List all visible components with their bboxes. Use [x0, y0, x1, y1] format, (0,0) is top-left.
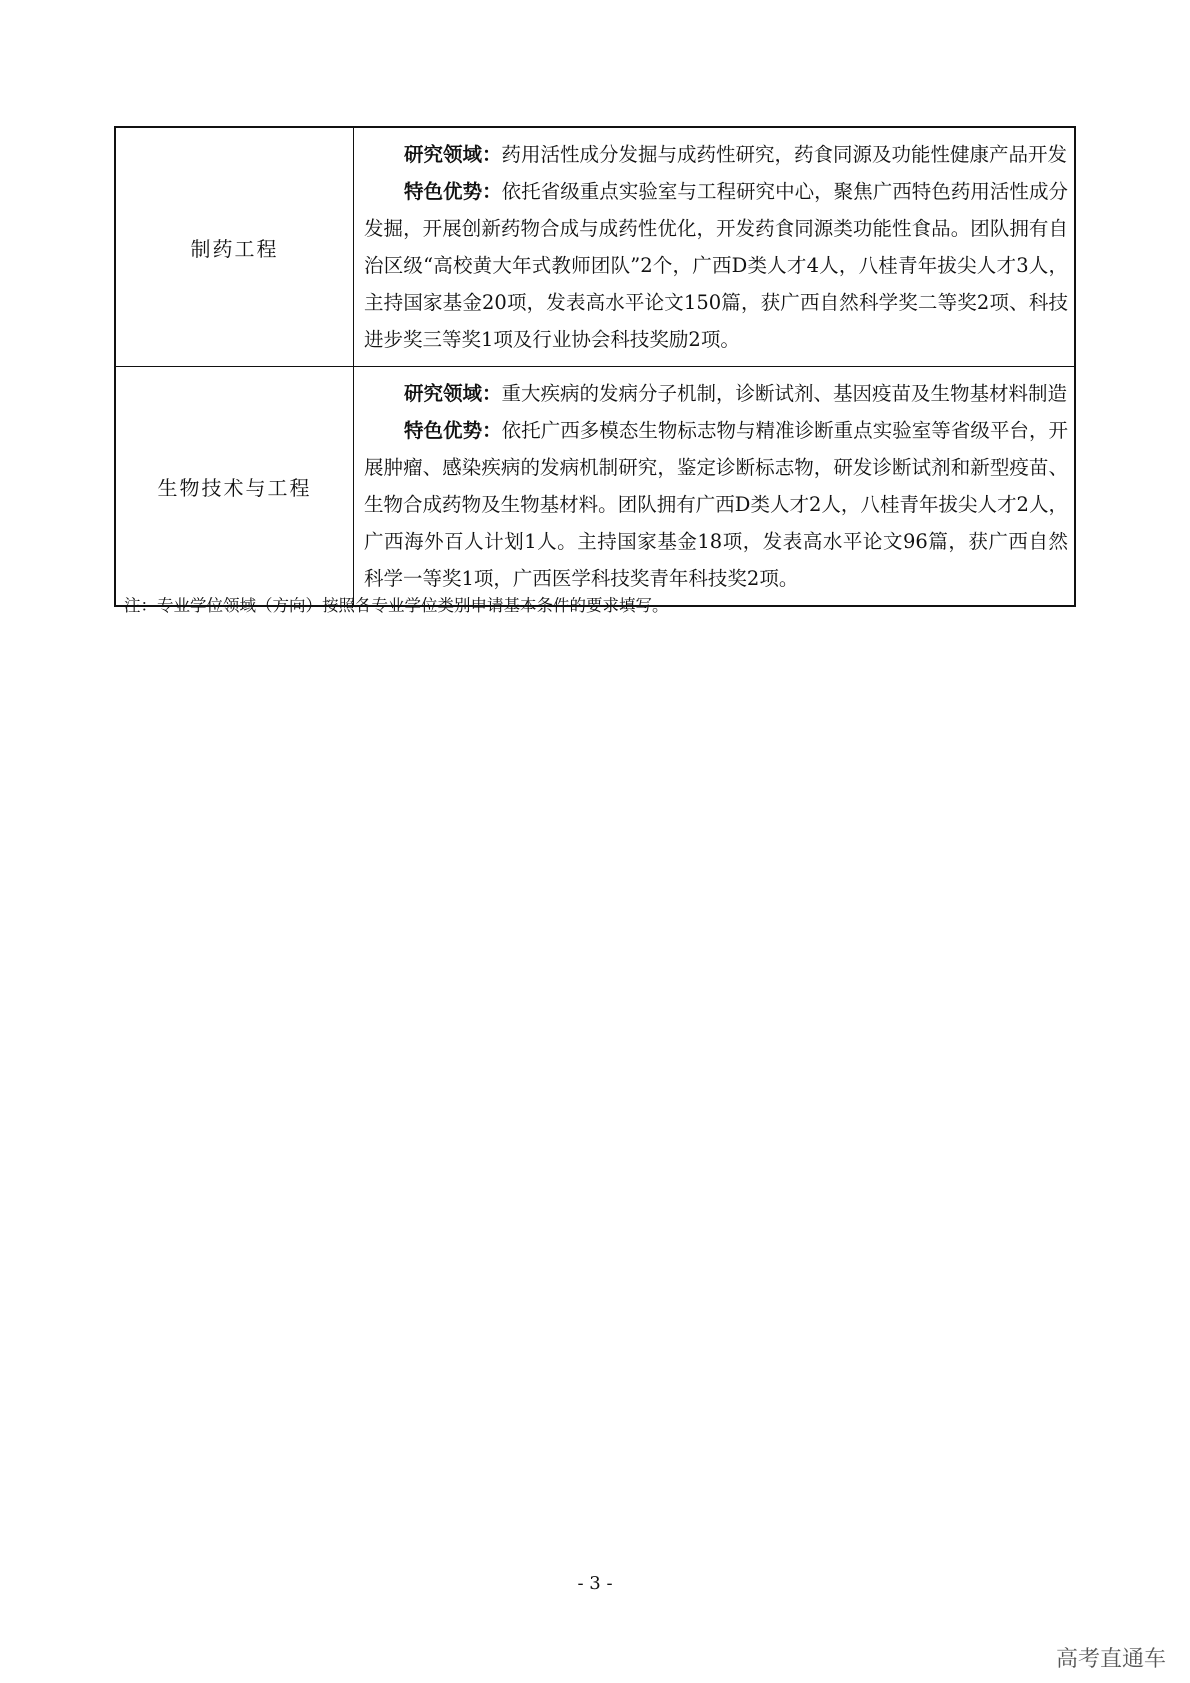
- advantage-paragraph: [364, 412, 1068, 597]
- field-name-cell: 制药工程: [115, 127, 354, 367]
- table-row: [115, 127, 1075, 367]
- advantage-paragraph: [364, 173, 1068, 358]
- table-row: [115, 367, 1075, 607]
- research-text: 重大疾病的发病分子机制，诊断试剂、基因疫苗及生物基材料制造: [501, 382, 1068, 405]
- research-paragraph: [364, 136, 1068, 173]
- page-number: - 3 -: [577, 1573, 613, 1594]
- watermark: 高考直通车: [1055, 1647, 1166, 1672]
- advantage-text: 依托省级重点实验室与工程研究中心，聚焦广西特色药用活性成分发掘，开展创新药物合成与成药性优化，开发药食同源类功能性食品。团队拥有自治区级“高校黄大年式教师团队”2个，广西D类人才4人，八桂青年拔尖人才3人，主持国家基金20项，发表高水平论文150篇，获广西自然科学奖二等奖2项、科技进步奖三等奖1项及行业协会科技奖励2项。: [364, 180, 1068, 351]
- advantage-label: 特色优势：: [404, 419, 502, 442]
- discipline-table: [114, 126, 1076, 607]
- field-name-cell: 生物技术与工程: [115, 367, 354, 607]
- advantage-text: 依托广西多模态生物标志物与精准诊断重点实验室等省级平台，开展肿瘤、感染疾病的发病机制研究，鉴定诊断标志物，研发诊断试剂和新型疫苗、生物合成药物及生物基材料。团队拥有广西D类人才2人，八桂青年拔尖人才2人，广西海外百人计划1人。主持国家基金18项，发表高水平论文96篇，获广西自然科学一等奖1项，广西医学科技奖青年科技奖2项。: [364, 419, 1068, 590]
- description-cell: [354, 127, 1076, 367]
- research-text: 药用活性成分发掘与成药性研究，药食同源及功能性健康产品开发: [501, 143, 1068, 166]
- advantage-label: 特色优势：: [404, 180, 502, 203]
- research-label: 研究领域：: [404, 143, 502, 166]
- research-label: 研究领域：: [404, 382, 502, 405]
- description-cell: [354, 367, 1076, 607]
- table-note: 注：专业学位领域（方向）按照各专业学位类别申请基本条件的要求填写。: [124, 596, 669, 615]
- research-paragraph: [364, 375, 1068, 412]
